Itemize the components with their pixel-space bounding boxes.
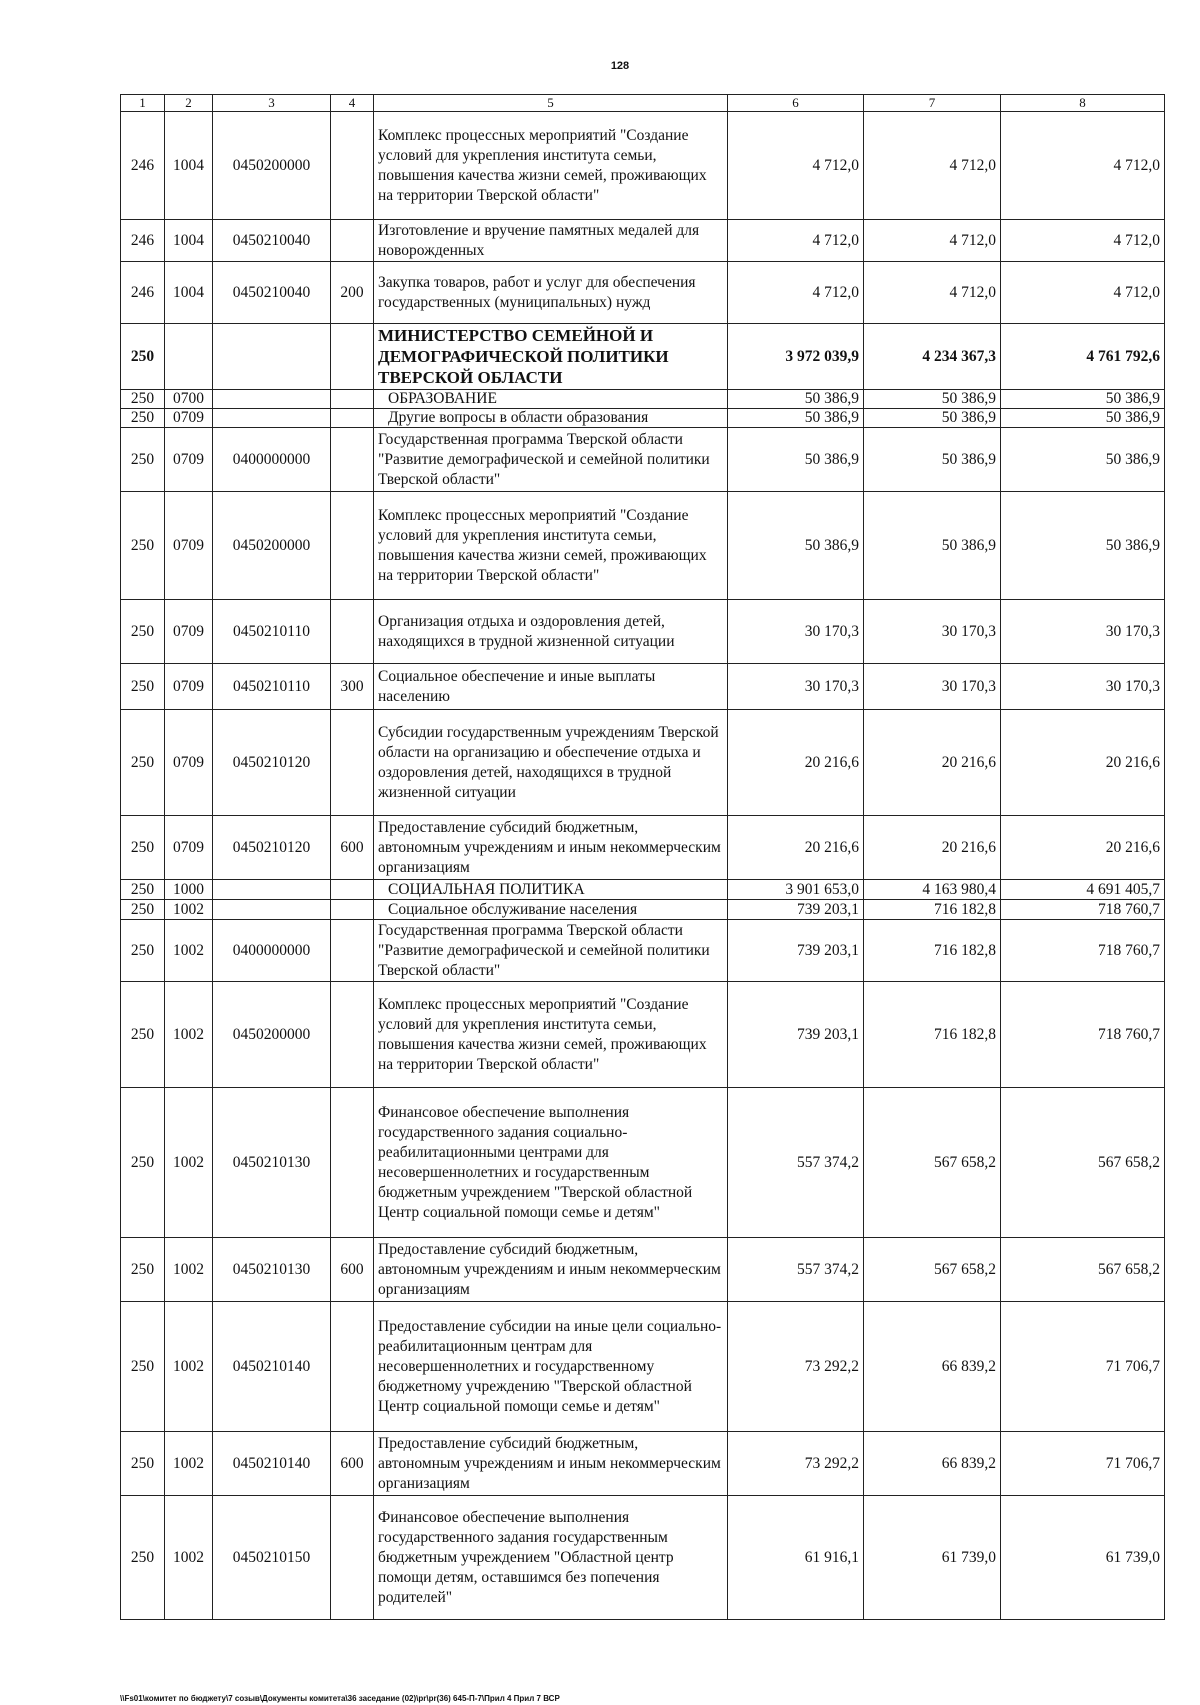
section-code: 1002 xyxy=(165,1496,213,1620)
amount-year-1: 73 292,2 xyxy=(728,1432,864,1496)
target-article: 0400000000 xyxy=(213,428,331,492)
amount-year-1: 30 170,3 xyxy=(728,664,864,710)
amount-year-2: 50 386,9 xyxy=(864,409,1001,428)
expense-type xyxy=(331,409,374,428)
amount-year-3: 30 170,3 xyxy=(1001,664,1165,710)
amount-year-3: 20 216,6 xyxy=(1001,710,1165,816)
target-article: 0450210040 xyxy=(213,262,331,324)
amount-year-1: 557 374,2 xyxy=(728,1088,864,1238)
expense-type xyxy=(331,880,374,900)
amount-year-1: 20 216,6 xyxy=(728,816,864,880)
amount-year-2: 567 658,2 xyxy=(864,1238,1001,1302)
item-name: Социальное обслуживание населения xyxy=(374,900,728,920)
amount-year-2: 20 216,6 xyxy=(864,710,1001,816)
amount-year-3: 71 706,7 xyxy=(1001,1432,1165,1496)
admin-code: 250 xyxy=(121,492,165,600)
section-code: 1004 xyxy=(165,220,213,262)
header-col-6: 6 xyxy=(728,95,864,112)
admin-code: 250 xyxy=(121,1432,165,1496)
admin-code: 250 xyxy=(121,900,165,920)
table-row xyxy=(121,982,1165,1088)
admin-code: 250 xyxy=(121,390,165,409)
file-path-footer: \\Fs01\комитет по бюджету\7 созыв\Документы комитета\36 заседание (02)\pr\pr(36) 645-П-7\Прил 4 Прил 7 ВСР xyxy=(120,1694,560,1703)
item-name: Другие вопросы в области образования xyxy=(374,409,728,428)
target-article: 0450210140 xyxy=(213,1302,331,1432)
item-name: Предоставление субсидий бюджетным, автономным учреждениям и иным некоммерческим организациям xyxy=(374,816,728,880)
table-row xyxy=(121,220,1165,262)
amount-year-3: 71 706,7 xyxy=(1001,1302,1165,1432)
amount-year-2: 4 234 367,3 xyxy=(864,324,1001,390)
target-article: 0450210130 xyxy=(213,1238,331,1302)
table-row xyxy=(121,1088,1165,1238)
table-row xyxy=(121,1238,1165,1302)
table-row xyxy=(121,1302,1165,1432)
admin-code: 250 xyxy=(121,409,165,428)
amount-year-2: 4 163 980,4 xyxy=(864,880,1001,900)
amount-year-2: 50 386,9 xyxy=(864,492,1001,600)
table-row xyxy=(121,710,1165,816)
table-row xyxy=(121,492,1165,600)
section-code: 1004 xyxy=(165,112,213,220)
table-row xyxy=(121,900,1165,920)
amount-year-2: 567 658,2 xyxy=(864,1088,1001,1238)
amount-year-1: 30 170,3 xyxy=(728,600,864,664)
item-name: ОБРАЗОВАНИЕ xyxy=(374,390,728,409)
table-row xyxy=(121,920,1165,982)
admin-code: 250 xyxy=(121,982,165,1088)
section-code: 0700 xyxy=(165,390,213,409)
amount-year-3: 4 712,0 xyxy=(1001,220,1165,262)
admin-code: 246 xyxy=(121,112,165,220)
amount-year-2: 50 386,9 xyxy=(864,390,1001,409)
table-row xyxy=(121,112,1165,220)
table-row xyxy=(121,880,1165,900)
item-name: Предоставление субсидии на иные цели социально-реабилитационным центрам для несовершеннолетних и государственному бюджетному учреждению "Тверской областной Центр социальной помощи семье и детям" xyxy=(374,1302,728,1432)
expense-type xyxy=(331,390,374,409)
expense-type xyxy=(331,428,374,492)
amount-year-3: 50 386,9 xyxy=(1001,428,1165,492)
admin-code: 250 xyxy=(121,664,165,710)
section-code: 0709 xyxy=(165,816,213,880)
target-article: 0450200000 xyxy=(213,492,331,600)
expense-type xyxy=(331,900,374,920)
admin-code: 250 xyxy=(121,324,165,390)
amount-year-1: 61 916,1 xyxy=(728,1496,864,1620)
section-code: 1002 xyxy=(165,982,213,1088)
header-col-2: 2 xyxy=(165,95,213,112)
target-article: 0450200000 xyxy=(213,112,331,220)
target-article xyxy=(213,409,331,428)
header-col-7: 7 xyxy=(864,95,1001,112)
ministry-name: МИНИСТЕРСТВО СЕМЕЙНОЙ И ДЕМОГРАФИЧЕСКОЙ ПОЛИТИКИ ТВЕРСКОЙ ОБЛАСТИ xyxy=(374,324,728,390)
amount-year-1: 739 203,1 xyxy=(728,900,864,920)
amount-year-1: 739 203,1 xyxy=(728,982,864,1088)
section-code: 1004 xyxy=(165,262,213,324)
amount-year-3: 718 760,7 xyxy=(1001,982,1165,1088)
expense-type: 600 xyxy=(331,1238,374,1302)
table-row xyxy=(121,1432,1165,1496)
expense-type xyxy=(331,324,374,390)
amount-year-2: 4 712,0 xyxy=(864,220,1001,262)
section-code: 0709 xyxy=(165,428,213,492)
amount-year-3: 718 760,7 xyxy=(1001,900,1165,920)
expense-type xyxy=(331,710,374,816)
table-row xyxy=(121,816,1165,880)
section-code: 0709 xyxy=(165,600,213,664)
amount-year-2: 30 170,3 xyxy=(864,664,1001,710)
target-article: 0450210130 xyxy=(213,1088,331,1238)
amount-year-1: 557 374,2 xyxy=(728,1238,864,1302)
admin-code: 250 xyxy=(121,1088,165,1238)
page-number: 128 xyxy=(610,60,630,72)
expense-type: 600 xyxy=(331,816,374,880)
admin-code: 246 xyxy=(121,262,165,324)
target-article: 0450210110 xyxy=(213,664,331,710)
expense-type xyxy=(331,492,374,600)
amount-year-2: 20 216,6 xyxy=(864,816,1001,880)
header-col-4: 4 xyxy=(331,95,374,112)
expense-type: 300 xyxy=(331,664,374,710)
amount-year-3: 61 739,0 xyxy=(1001,1496,1165,1620)
amount-year-3: 4 691 405,7 xyxy=(1001,880,1165,900)
item-name: Государственная программа Тверской области "Развитие демографической и семейной политики Тверской области" xyxy=(374,920,728,982)
header-col-8: 8 xyxy=(1001,95,1165,112)
expense-type xyxy=(331,1302,374,1432)
amount-year-1: 20 216,6 xyxy=(728,710,864,816)
amount-year-3: 50 386,9 xyxy=(1001,390,1165,409)
expense-type xyxy=(331,1496,374,1620)
admin-code: 250 xyxy=(121,880,165,900)
expense-type: 600 xyxy=(331,1432,374,1496)
admin-code: 250 xyxy=(121,1496,165,1620)
expense-type xyxy=(331,220,374,262)
amount-year-3: 30 170,3 xyxy=(1001,600,1165,664)
amount-year-3: 567 658,2 xyxy=(1001,1088,1165,1238)
item-name: Закупка товаров, работ и услуг для обеспечения государственных (муниципальных) нужд xyxy=(374,262,728,324)
section-code: 0709 xyxy=(165,710,213,816)
amount-year-2: 66 839,2 xyxy=(864,1302,1001,1432)
amount-year-1: 4 712,0 xyxy=(728,220,864,262)
target-article: 0450200000 xyxy=(213,982,331,1088)
amount-year-2: 716 182,8 xyxy=(864,920,1001,982)
section-code: 1002 xyxy=(165,1088,213,1238)
item-name: Изготовление и вручение памятных медалей для новорожденных xyxy=(374,220,728,262)
section-code: 0709 xyxy=(165,664,213,710)
target-article xyxy=(213,880,331,900)
admin-code: 250 xyxy=(121,816,165,880)
amount-year-3: 4 712,0 xyxy=(1001,262,1165,324)
item-name: Предоставление субсидий бюджетным, автономным учреждениям и иным некоммерческим организациям xyxy=(374,1432,728,1496)
target-article: 0450210140 xyxy=(213,1432,331,1496)
amount-year-3: 4 712,0 xyxy=(1001,112,1165,220)
amount-year-3: 4 761 792,6 xyxy=(1001,324,1165,390)
item-name: Финансовое обеспечение выполнения государственного задания государственным бюджетным учреждением "Областной центр помощи детям, оставшимся без попечения родителей" xyxy=(374,1496,728,1620)
amount-year-1: 4 712,0 xyxy=(728,112,864,220)
amount-year-2: 61 739,0 xyxy=(864,1496,1001,1620)
section-code: 1002 xyxy=(165,1302,213,1432)
item-name: Предоставление субсидий бюджетным, автономным учреждениям и иным некоммерческим организациям xyxy=(374,1238,728,1302)
admin-code: 246 xyxy=(121,220,165,262)
table-row xyxy=(121,664,1165,710)
item-name: Комплекс процессных мероприятий "Создание условий для укрепления института семьи, повышения качества жизни семей, проживающих на территории Тверской области" xyxy=(374,492,728,600)
header-col-5: 5 xyxy=(374,95,728,112)
amount-year-1: 3 972 039,9 xyxy=(728,324,864,390)
admin-code: 250 xyxy=(121,1238,165,1302)
amount-year-1: 50 386,9 xyxy=(728,409,864,428)
expense-type xyxy=(331,982,374,1088)
admin-code: 250 xyxy=(121,428,165,492)
table-row xyxy=(121,390,1165,409)
expense-type xyxy=(331,112,374,220)
expense-type xyxy=(331,920,374,982)
amount-year-2: 716 182,8 xyxy=(864,900,1001,920)
admin-code: 250 xyxy=(121,1302,165,1432)
section-code: 1002 xyxy=(165,1432,213,1496)
amount-year-1: 73 292,2 xyxy=(728,1302,864,1432)
item-name: Субсидии государственным учреждениям Тверской области на организацию и обеспечение отдыха и оздоровления детей, находящихся в трудной жизненной ситуации xyxy=(374,710,728,816)
target-article: 0450210120 xyxy=(213,816,331,880)
item-name: Комплекс процессных мероприятий "Создание условий для укрепления института семьи, повышения качества жизни семей, проживающих на территории Тверской области" xyxy=(374,982,728,1088)
amount-year-1: 3 901 653,0 xyxy=(728,880,864,900)
section-code xyxy=(165,324,213,390)
table-row xyxy=(121,600,1165,664)
amount-year-3: 20 216,6 xyxy=(1001,816,1165,880)
amount-year-3: 567 658,2 xyxy=(1001,1238,1165,1302)
ministry-row xyxy=(121,324,1165,390)
expense-type: 200 xyxy=(331,262,374,324)
item-name: Организация отдыха и оздоровления детей, находящихся в трудной жизненной ситуации xyxy=(374,600,728,664)
expense-type xyxy=(331,600,374,664)
table-row xyxy=(121,1496,1165,1620)
admin-code: 250 xyxy=(121,710,165,816)
target-article: 0450210120 xyxy=(213,710,331,816)
amount-year-2: 4 712,0 xyxy=(864,112,1001,220)
target-article: 0450210110 xyxy=(213,600,331,664)
target-article: 0450210040 xyxy=(213,220,331,262)
amount-year-1: 4 712,0 xyxy=(728,262,864,324)
item-name: Комплекс процессных мероприятий "Создание условий для укрепления института семьи, повышения качества жизни семей, проживающих на территории Тверской области" xyxy=(374,112,728,220)
header-col-1: 1 xyxy=(121,95,165,112)
target-article: 0450210150 xyxy=(213,1496,331,1620)
column-number-header xyxy=(121,95,1165,112)
section-code: 1002 xyxy=(165,1238,213,1302)
admin-code: 250 xyxy=(121,600,165,664)
amount-year-1: 50 386,9 xyxy=(728,390,864,409)
table-row xyxy=(121,409,1165,428)
amount-year-3: 50 386,9 xyxy=(1001,492,1165,600)
section-code: 1002 xyxy=(165,900,213,920)
table-row xyxy=(121,428,1165,492)
expense-type xyxy=(331,1088,374,1238)
section-code: 1002 xyxy=(165,920,213,982)
item-name: Финансовое обеспечение выполнения государственного задания социально-реабилитационными центрами для несовершеннолетних и государственным бюджетным учреждением "Тверской областной Центр социальной помощи семье и детям" xyxy=(374,1088,728,1238)
target-article xyxy=(213,900,331,920)
amount-year-2: 66 839,2 xyxy=(864,1432,1001,1496)
admin-code: 250 xyxy=(121,920,165,982)
amount-year-2: 50 386,9 xyxy=(864,428,1001,492)
amount-year-1: 739 203,1 xyxy=(728,920,864,982)
header-col-3: 3 xyxy=(213,95,331,112)
amount-year-2: 4 712,0 xyxy=(864,262,1001,324)
amount-year-3: 718 760,7 xyxy=(1001,920,1165,982)
item-name: Государственная программа Тверской области "Развитие демографической и семейной политики Тверской области" xyxy=(374,428,728,492)
table-row xyxy=(121,262,1165,324)
amount-year-3: 50 386,9 xyxy=(1001,409,1165,428)
budget-table xyxy=(120,94,1165,1620)
amount-year-1: 50 386,9 xyxy=(728,492,864,600)
item-name: Социальное обеспечение и иные выплаты населению xyxy=(374,664,728,710)
amount-year-2: 716 182,8 xyxy=(864,982,1001,1088)
section-code: 1000 xyxy=(165,880,213,900)
amount-year-1: 50 386,9 xyxy=(728,428,864,492)
amount-year-2: 30 170,3 xyxy=(864,600,1001,664)
item-name: СОЦИАЛЬНАЯ ПОЛИТИКА xyxy=(374,880,728,900)
target-article xyxy=(213,390,331,409)
target-article: 0400000000 xyxy=(213,920,331,982)
target-article xyxy=(213,324,331,390)
section-code: 0709 xyxy=(165,409,213,428)
section-code: 0709 xyxy=(165,492,213,600)
